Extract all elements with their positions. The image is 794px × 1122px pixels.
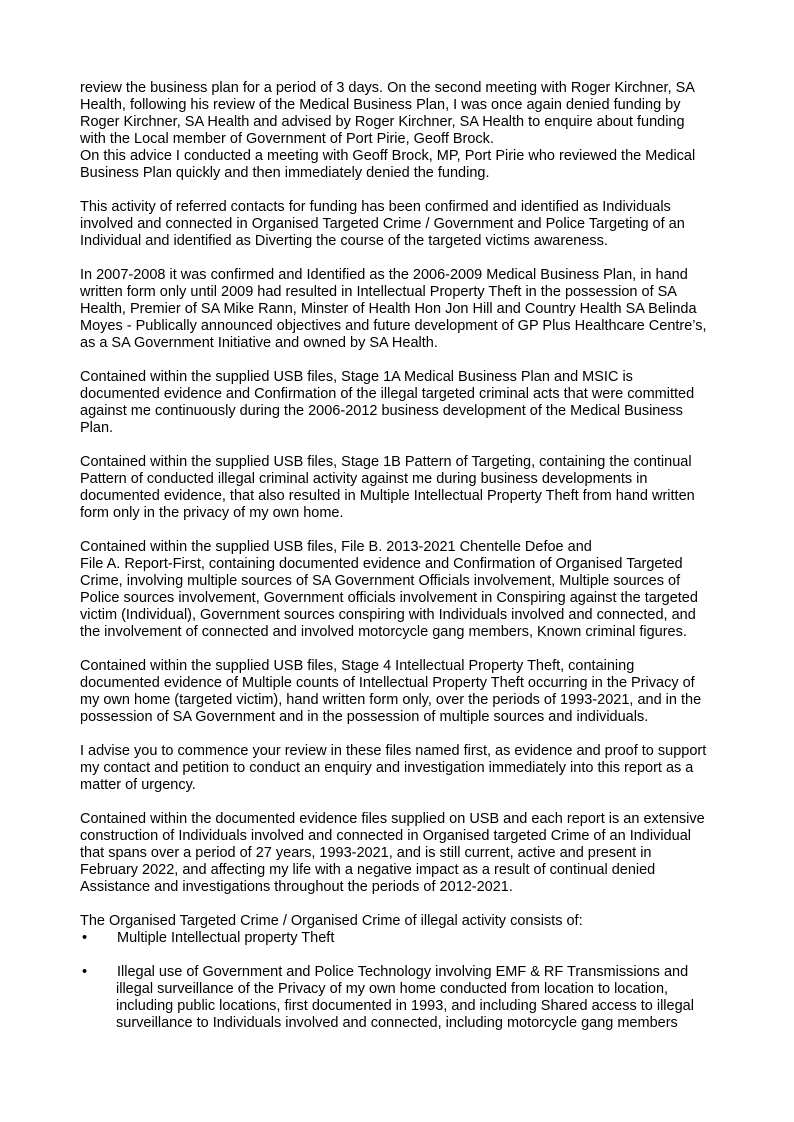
text-line: surveillance to Individuals involved and connected, including motorcycle gang members: [116, 1015, 678, 1031]
paragraph: [80, 199, 720, 250]
text-line: On this advice I conducted a meeting with Geoff Brock, MP, Port Pirie who reviewed the Medical: [80, 148, 696, 164]
text-line: Plan.: [80, 420, 114, 436]
paragraph: [80, 454, 720, 522]
text-line: the involvement of connected and involved motorcycle gang members, Known criminal figures.: [80, 624, 687, 640]
paragraph: [80, 658, 720, 726]
text-line: possession of SA Government and in the possession of multiple sources and individuals.: [80, 709, 649, 725]
text-line: construction of Individuals involved and connected in Organised targeted Crime of an Individual: [80, 828, 691, 844]
text-line: Contained within the documented evidence files supplied on USB and each report is an extensive: [80, 811, 705, 827]
text-line: including public locations, first documented in 1993, and including Shared access to illegal: [116, 998, 694, 1014]
text-line: Contained within the supplied USB files, Stage 1A Medical Business Plan and MSIC is: [80, 369, 633, 385]
text-line: my own home (targeted victim), hand written form only, over the periods of 1993-2021, and in the: [80, 692, 702, 708]
paragraph: [80, 539, 720, 641]
text-line: Business Plan quickly and then immediately denied the funding.: [80, 165, 490, 181]
text-line: In 2007-2008 it was confirmed and Identified as the 2006-2009 Medical Business Plan, in hand: [80, 267, 688, 283]
text-line: documented evidence and Confirmation of the illegal targeted criminal acts that were committed: [80, 386, 695, 402]
text-line: Moyes - Publically announced objectives and future development of GP Plus Healthcare Centre’s,: [80, 318, 707, 334]
text-line: Crime, involving multiple sources of SA Government Officials involvement, Multiple sources of: [80, 573, 681, 589]
text-line: The Organised Targeted Crime / Organised Crime of illegal activity consists of:: [80, 913, 583, 929]
paragraph: [80, 913, 720, 930]
text-line: February 2022, and affecting my life with a negative impact as a result of continual denied: [80, 862, 656, 878]
text-line: that spans over a period of 27 years, 1993-2021, and is still current, active and present in: [80, 845, 652, 861]
text-line: Assistance and investigations throughout the periods of 2012-2021.: [80, 879, 513, 895]
bullet-icon: •: [82, 964, 88, 980]
paragraph: [80, 267, 720, 352]
paragraph: [80, 369, 720, 437]
bullet-item: [80, 964, 720, 1032]
bullet-item: [80, 930, 720, 947]
text-line: written form only until 2009 had resulted in Intellectual Property Theft in the possession of SA: [80, 284, 677, 300]
text-line: victim (Individual), Government sources conspiring with Individuals involved and connected, and: [80, 607, 696, 623]
text-line: Roger Kirchner, SA Health and advised by Roger Kirchner, SA Health to enquire about funding: [80, 114, 685, 130]
bullet-icon: •: [82, 930, 88, 946]
text-line: Individual and identified as Diverting the course of the targeted victims awareness.: [80, 233, 608, 249]
paragraph: [80, 743, 720, 794]
text-line: with the Local member of Government of Port Pirie, Geoff Brock.: [80, 131, 494, 147]
text-line: Health, following his review of the Medical Business Plan, I was once again denied funding by: [80, 97, 681, 113]
text-line: involved and connected in Organised Targeted Crime / Government and Police Targeting of an: [80, 216, 685, 232]
text-line: documented evidence, that also resulted in Multiple Intellectual Property Theft from hand written: [80, 488, 695, 504]
text-line: Health, Premier of SA Mike Rann, Minster of Health Hon Jon Hill and Country Health SA Belinda: [80, 301, 697, 317]
document-page: [80, 80, 720, 1049]
text-line: Contained within the supplied USB files, Stage 1B Pattern of Targeting, containing the continual: [80, 454, 692, 470]
text-line: against me continuously during the 2006-2012 business development of the Medical Business: [80, 403, 683, 419]
text-line: File A. Report-First, containing documented evidence and Confirmation of Organised Targeted: [80, 556, 683, 572]
text-line: matter of urgency.: [80, 777, 196, 793]
document-body: [80, 80, 720, 930]
paragraph: [80, 148, 720, 182]
text-line: illegal surveillance of the Privacy of my own home conducted from location to location,: [116, 981, 669, 997]
text-line: Multiple Intellectual property Theft: [117, 930, 335, 946]
text-line: I advise you to commence your review in these files named first, as evidence and proof to support: [80, 743, 707, 759]
text-line: This activity of referred contacts for funding has been confirmed and identified as Individuals: [80, 199, 671, 215]
text-line: documented evidence of Multiple counts of Intellectual Property Theft occurring in the Privacy of: [80, 675, 695, 691]
paragraph: [80, 811, 720, 896]
text-line: my contact and petition to conduct an enquiry and investigation immediately into this report as a: [80, 760, 694, 776]
text-line: form only in the privacy of my own home.: [80, 505, 344, 521]
text-line: as a SA Government Initiative and owned by SA Health.: [80, 335, 438, 351]
text-line: Illegal use of Government and Police Technology involving EMF & RF Transmissions and: [117, 964, 689, 980]
text-line: review the business plan for a period of 3 days. On the second meeting with Roger Kirchner, SA: [80, 80, 695, 96]
bullet-list: [80, 930, 720, 1032]
paragraph: [80, 80, 720, 148]
text-line: Contained within the supplied USB files, File B. 2013-2021 Chentelle Defoe and: [80, 539, 592, 555]
text-line: Pattern of conducted illegal criminal activity against me during business developments in: [80, 471, 648, 487]
text-line: Contained within the supplied USB files, Stage 4 Intellectual Property Theft, containing: [80, 658, 635, 674]
text-line: Police sources involvement, Government officials involvement in Conspiring against the targeted: [80, 590, 698, 606]
